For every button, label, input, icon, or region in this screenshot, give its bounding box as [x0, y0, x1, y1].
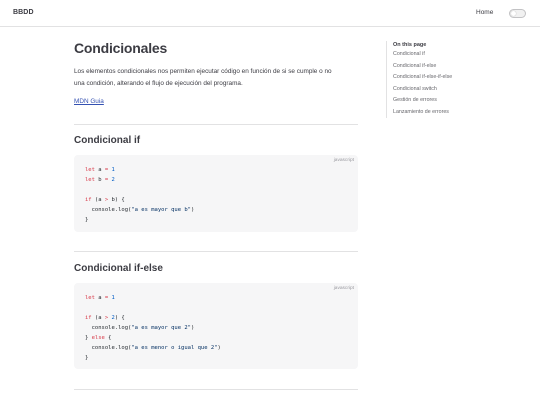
- aside-item-condicional-switch[interactable]: Condicional switch: [393, 85, 437, 92]
- page-title: Condicionales: [74, 40, 168, 56]
- intro-paragraph: [74, 66, 358, 90]
- code-text: if (a > b) {: [85, 197, 125, 203]
- code-line: [85, 165, 358, 175]
- code-line: [85, 175, 358, 185]
- aside-item-gestion-errores[interactable]: Gestión de errores: [393, 97, 437, 103]
- main-content: [74, 40, 358, 390]
- code-line: [85, 343, 358, 353]
- aside-item-condicional-if[interactable]: Condicional if: [393, 51, 425, 57]
- aside-item-lanzamiento-errores[interactable]: Lanzamiento de errores: [393, 108, 449, 115]
- code-line: [85, 333, 358, 343]
- navbar: [0, 0, 540, 27]
- code-line: [85, 293, 358, 303]
- code-text: }: [85, 355, 89, 361]
- mdn-guide-link[interactable]: MDN Guia: [74, 98, 104, 105]
- code-text: console.log("a es mayor que b"): [85, 207, 195, 213]
- code-line: [85, 215, 358, 225]
- nav-home-link[interactable]: Home: [476, 9, 494, 16]
- section-divider: [74, 389, 358, 390]
- section-title-if-else: Condicional if-else: [74, 263, 163, 274]
- code-text: } else {: [85, 335, 112, 341]
- code-block-if: [74, 155, 358, 232]
- code-line: [85, 323, 358, 333]
- section-divider: [74, 251, 358, 252]
- aside-title: On this page: [393, 42, 427, 48]
- code-text: let a = 1: [85, 167, 115, 173]
- aside-item-condicional-if-else[interactable]: Condicional if-else: [393, 62, 437, 69]
- code-text: }: [85, 217, 89, 223]
- code-text: let a = 1: [85, 295, 115, 301]
- section-divider: [74, 124, 358, 125]
- intro-line-1: Los elementos condicionales nos permiten ejecutar código en función de si se cumple o no: [74, 68, 332, 75]
- code-text: let b = 2: [85, 177, 115, 183]
- theme-switch-icon: [511, 11, 516, 16]
- code-language-label: javascript: [333, 286, 354, 291]
- theme-toggle-switch[interactable]: [509, 9, 526, 18]
- code-line: [85, 353, 358, 363]
- intro-line-2: una condición, alterando el flujo de ejecución del programa.: [74, 80, 243, 87]
- code-block-if-else: [74, 283, 358, 369]
- code-text: if (a > 2) {: [85, 315, 125, 321]
- code-language-label: javascript: [333, 158, 354, 163]
- aside-item-condicional-if-else-if-else[interactable]: Condicional if-else-if-else: [393, 74, 453, 80]
- code-line: [85, 313, 358, 323]
- on-this-page-nav: [386, 41, 516, 118]
- code-line: [85, 205, 358, 215]
- code-line: [85, 195, 358, 205]
- section-title-if: Condicional if: [74, 135, 141, 146]
- code-text: console.log("a es menor o igual que 2"): [85, 345, 221, 351]
- code-line: [85, 303, 358, 313]
- site-brand[interactable]: BBDD: [13, 9, 34, 16]
- code-text: console.log("a es mayor que 2"): [85, 325, 195, 331]
- code-line: [85, 185, 358, 195]
